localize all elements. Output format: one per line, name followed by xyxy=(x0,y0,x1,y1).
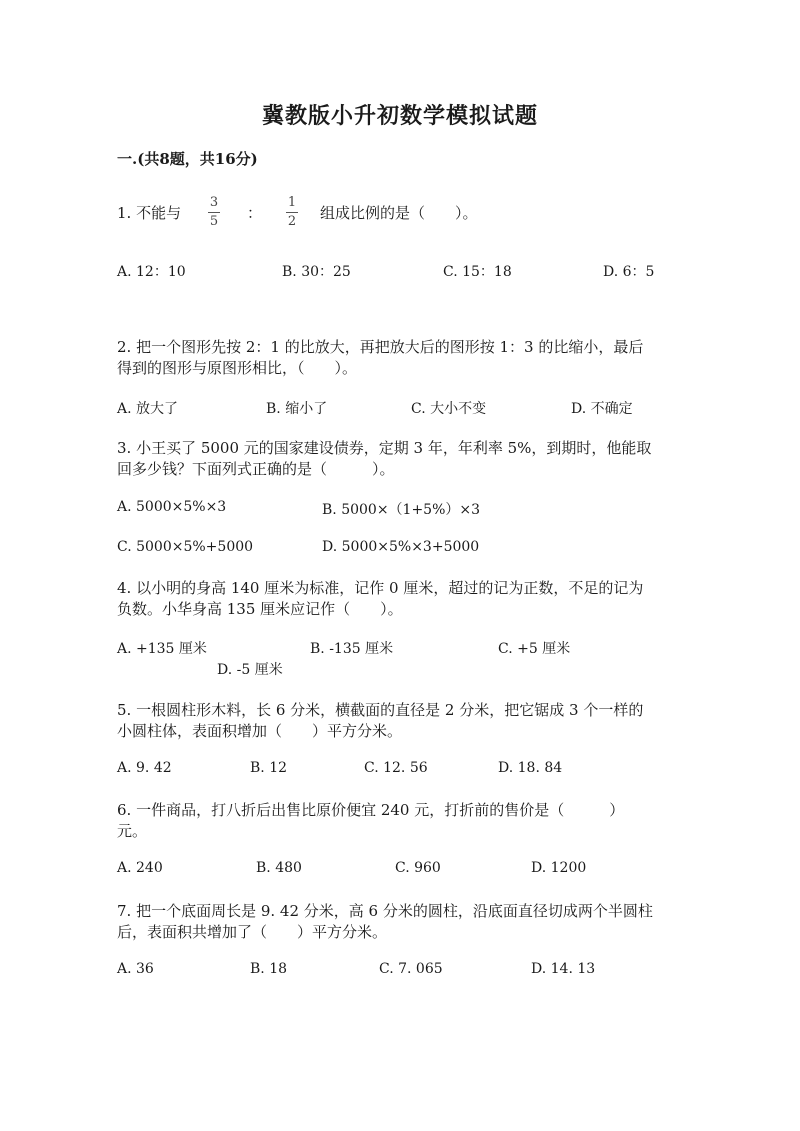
option-d[interactable]: D. -5 厘米 xyxy=(217,662,283,678)
option-c[interactable]: C. +5 厘米 xyxy=(498,641,571,657)
option-c[interactable]: C. 960 xyxy=(395,860,441,876)
fraction-bar xyxy=(208,212,220,213)
option-d[interactable]: D. 5000×5%×3+5000 xyxy=(322,539,480,555)
option-b[interactable]: B. 5000×（1+5%）×3 xyxy=(322,502,481,518)
option-b[interactable]: B. 18 xyxy=(250,961,288,977)
fraction-one-half xyxy=(286,196,298,229)
fraction-denominator: 2 xyxy=(287,214,297,229)
option-a[interactable]: A. 5000×5%×3 xyxy=(117,499,227,515)
option-a[interactable]: A. +135 厘米 xyxy=(117,641,207,657)
fraction-numerator: 3 xyxy=(209,195,219,210)
question-7-line-1: 7. 把一个底面周长是 9. 42 分米，高 6 分米的圆柱，沿底面直径切成两个半圆柱 xyxy=(117,902,653,920)
section-header: 一.(共8题，共16分) xyxy=(117,150,258,168)
option-d[interactable]: D. 不确定 xyxy=(571,401,633,417)
question-5-line-2: 小圆柱体，表面积增加（ ）平方分米。 xyxy=(117,722,403,740)
option-d[interactable]: D. 1200 xyxy=(531,860,587,876)
fraction-denominator: 5 xyxy=(209,214,219,229)
question-6-line-2: 元。 xyxy=(117,822,148,840)
option-b[interactable]: B. -135 厘米 xyxy=(310,641,394,657)
question-1-suffix: 组成比例的是（ ）。 xyxy=(320,204,478,222)
fraction-bar xyxy=(286,212,298,213)
question-1-prefix: 1. 不能与 xyxy=(117,204,182,222)
question-4-line-2: 负数。小华身高 135 厘米应记作（ ）。 xyxy=(117,600,403,618)
option-b[interactable]: B. 缩小了 xyxy=(266,401,328,417)
option-c[interactable]: C. 大小不变 xyxy=(411,401,487,417)
option-a[interactable]: A. 12：10 xyxy=(117,264,186,280)
fraction-numerator: 1 xyxy=(287,195,297,210)
question-5-line-1: 5. 一根圆柱形木料，长 6 分米，横截面的直径是 2 分米，把它锯成 3 个一样的 xyxy=(117,701,644,719)
option-b[interactable]: B. 12 xyxy=(250,760,288,776)
question-6-line-1: 6. 一件商品，打八折后出售比原价便宜 240 元，打折前的售价是（ ） xyxy=(117,801,625,819)
question-7-line-2: 后，表面积共增加了（ ）平方分米。 xyxy=(117,923,388,941)
option-d[interactable]: D. 18. 84 xyxy=(498,760,563,776)
option-b[interactable]: B. 30：25 xyxy=(282,264,351,280)
option-c[interactable]: C. 12. 56 xyxy=(364,760,428,776)
option-a[interactable]: A. 放大了 xyxy=(117,401,179,417)
page-title: 冀教版小升初数学模拟试题 xyxy=(261,103,538,129)
question-3-line-1: 3. 小王买了 5000 元的国家建设债券，定期 3 年，年利率 5%，到期时，他能取 xyxy=(117,439,652,457)
question-3-line-2: 回多少钱？下面列式正确的是（ ）。 xyxy=(117,460,395,478)
option-b[interactable]: B. 480 xyxy=(256,860,302,876)
option-d[interactable]: D. 6：5 xyxy=(603,264,655,280)
option-c[interactable]: C. 7. 065 xyxy=(379,961,443,977)
question-4-line-1: 4. 以小明的身高 140 厘米为标准，记作 0 厘米，超过的记为正数，不足的记为 xyxy=(117,579,644,597)
option-c[interactable]: C. 15：18 xyxy=(443,264,512,280)
ratio-colon: ： xyxy=(247,204,263,222)
option-c[interactable]: C. 5000×5%+5000 xyxy=(117,539,254,555)
fraction-three-fifths xyxy=(208,196,220,229)
question-2-line-1: 2. 把一个图形先按 2：1 的比放大，再把放大后的图形按 1：3 的比缩小，最后 xyxy=(117,338,644,356)
option-a[interactable]: A. 9. 42 xyxy=(117,760,172,776)
option-a[interactable]: A. 240 xyxy=(117,860,163,876)
option-a[interactable]: A. 36 xyxy=(117,961,154,977)
option-d[interactable]: D. 14. 13 xyxy=(531,961,596,977)
question-2-line-2: 得到的图形与原图形相比，（ ）。 xyxy=(117,359,358,377)
